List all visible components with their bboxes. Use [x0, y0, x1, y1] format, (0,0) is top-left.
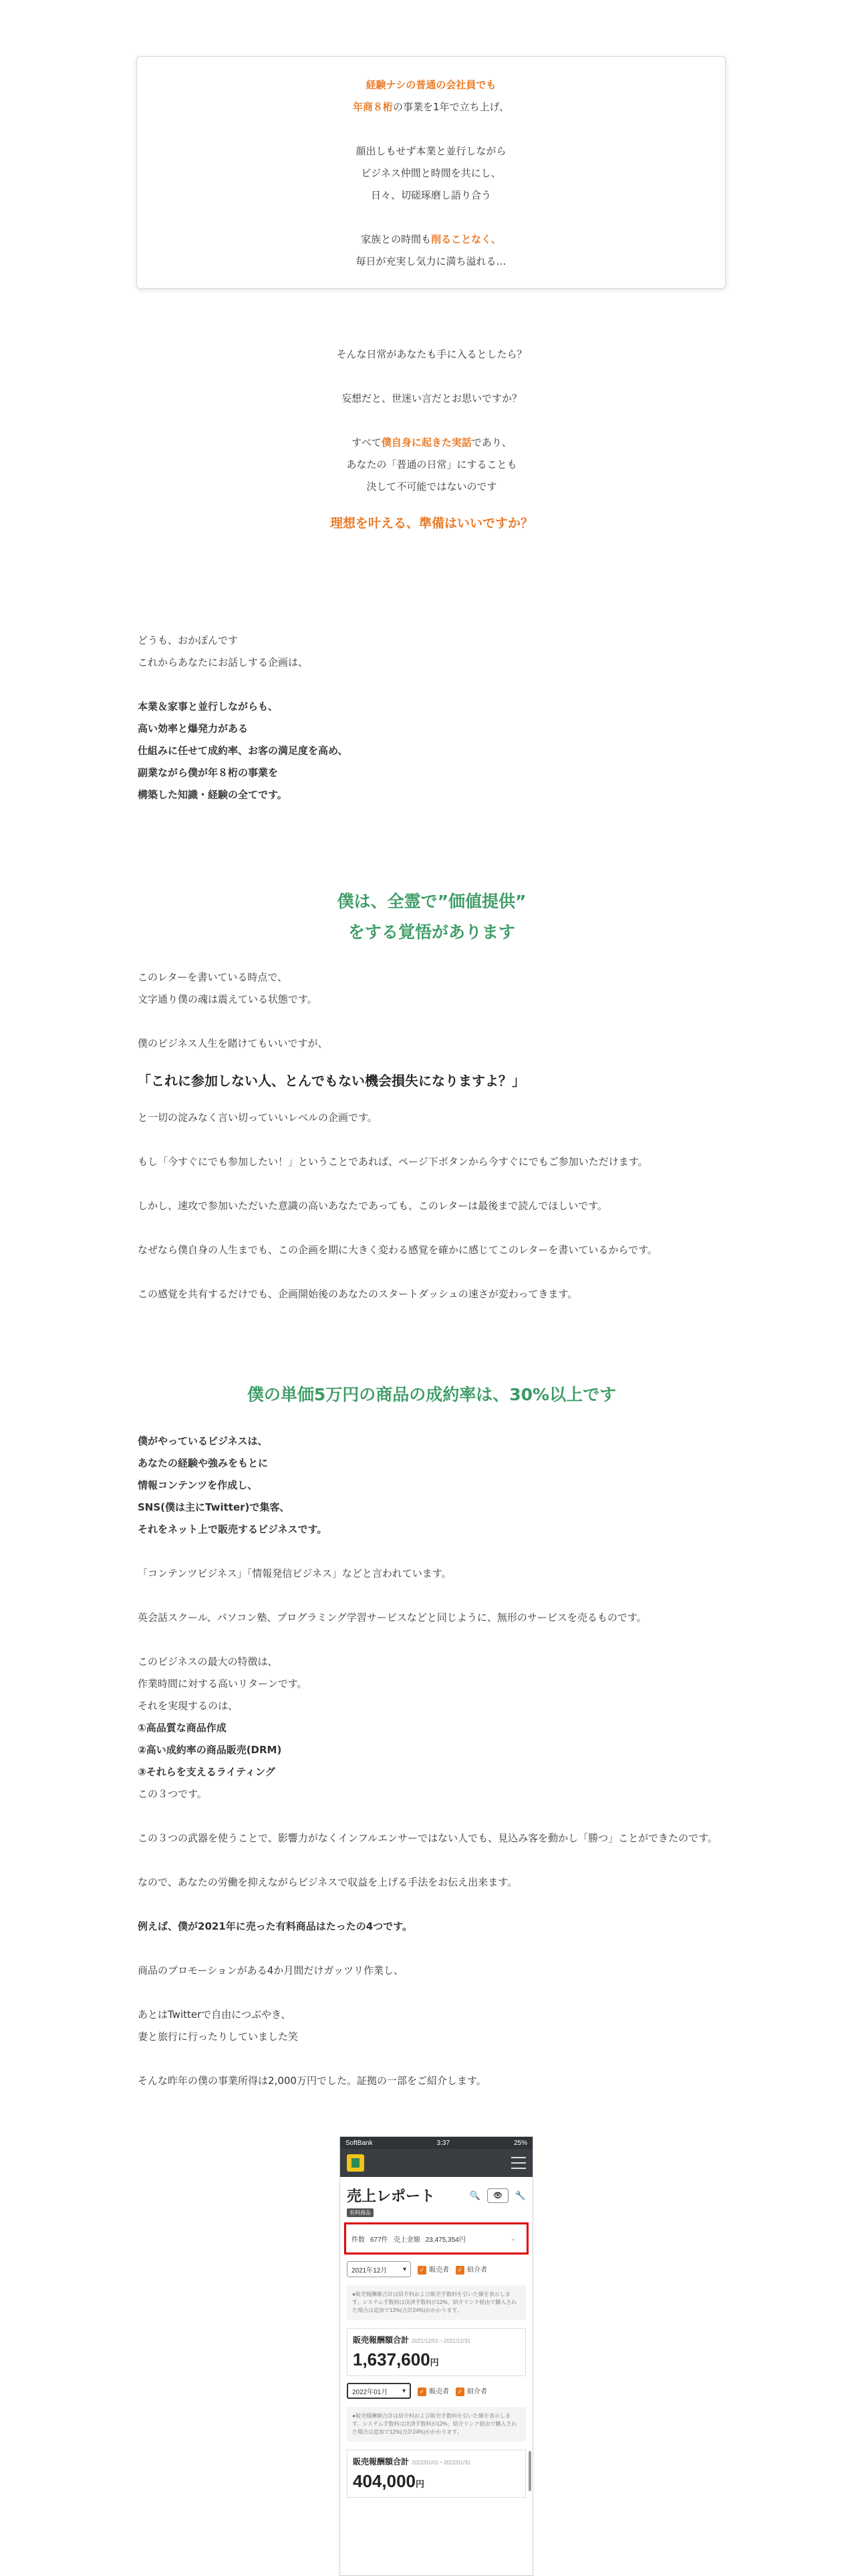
- paragraph: 「コンテンツビジネス」「情報発信ビジネス」などと言われています。: [138, 1567, 452, 1579]
- paragraph: この感覚を共有するだけでも、企画開始後のあなたのスタートダッシュの速さが変わってきます。: [138, 1288, 578, 1300]
- section2-body: [138, 1430, 726, 2092]
- bold-line: 情報コンテンツを作成し、: [138, 1479, 258, 1491]
- question-line: すべて僕自身に起きた実話であり、: [351, 436, 512, 448]
- month-select[interactable]: 2022年01月 ▾: [347, 2383, 411, 2399]
- seller-checkbox[interactable]: ✓ 販売者: [418, 2386, 449, 2396]
- greeting-line: どうも、おかぽんです: [138, 634, 239, 646]
- sales-label: 売上金額: [393, 2236, 420, 2244]
- caret-down-icon: ▾: [402, 2387, 406, 2395]
- referrer-checkbox[interactable]: ✓ 紹介者: [456, 2264, 487, 2275]
- greeting-line: これからあなたにお話しする企画は、: [138, 656, 309, 668]
- question-block: [138, 344, 726, 535]
- fee-note: ●販売報酬額合計は紹介料および販売手数料を引いた額を表示します。システム手数料は決済手数料が12%、紹介リンク経由で購入された場合は追加で12%(合計24%)がかかります。: [347, 2285, 526, 2320]
- intro-line: 顔出しもせず本業と並行しながら: [355, 145, 507, 157]
- intro-line: 経験ナシの普通の会社員でも: [366, 79, 496, 91]
- question-line: 決して不可能ではないのです: [366, 481, 497, 493]
- caret-down-icon: ▾: [402, 2265, 406, 2273]
- paragraph: それを実現するのは、: [138, 1700, 239, 1712]
- paragraph: なので、あなたの労働を抑えながらビジネスで収益を上げる手法をお伝え出来ます。: [138, 1876, 518, 1888]
- paragraph: と一切の淀みなく言い切っていいレベルの企画です。: [138, 1112, 378, 1124]
- paragraph: 例えば、僕が2021年に売った有料商品はたったの4つです。: [138, 1920, 412, 1932]
- paragraph: しかし、速攻で参加いただいた意識の高いあなたであっても、このレターは最後まで読んでほしいです。: [138, 1200, 608, 1212]
- clock-label: 3:37: [436, 2139, 450, 2147]
- sales-summary-highlight[interactable]: [344, 2222, 529, 2255]
- app-logo-icon: [347, 2154, 364, 2172]
- paragraph: 商品のプロモーションがある4か月間だけガッツリ作業し、: [138, 1964, 404, 1976]
- month-select[interactable]: 2021年12月 ▾: [347, 2261, 411, 2277]
- paragraph: なぜなら僕自身の人生までも、この企画を期に大きく変わる感覚を確かに感じてこのレターを書いているからです。: [138, 1244, 658, 1256]
- referrer-checkbox[interactable]: ✓ 紹介者: [456, 2386, 487, 2396]
- paragraph: このレターを書いている時点で、: [138, 971, 288, 983]
- paragraph: 文字通り僕の魂は震えている状態です。: [138, 993, 317, 1005]
- bold-line: それをネット上で販売するビジネスです。: [138, 1523, 327, 1535]
- intro-line: 毎日が充実し気力に満ち溢れる…: [355, 255, 507, 267]
- report-title-row: [340, 2177, 533, 2206]
- report-title: 売上レポート: [347, 2188, 436, 2204]
- greeting-bold-line: 構築した知識・経験の全てです。: [138, 789, 287, 801]
- wrench-icon[interactable]: 🔧: [515, 2190, 526, 2200]
- intro-line: 日々、切磋琢磨し語り合う: [370, 189, 491, 201]
- intro-line: 年商８桁の事業を1年で立ち上げ、: [353, 101, 509, 113]
- greeting-bold-line: 高い効率と爆発力がある: [138, 723, 249, 735]
- fee-note: ●販売報酬額合計は紹介料および販売手数料を引いた額を表示します。システム手数料は決済手数料が12%、紹介リンク経由で購入された場合は追加で12%(合計24%)がかかります。: [347, 2407, 526, 2442]
- total-card: 販売報酬額合計 2022/01/01〜2022/01/31 404,000円: [347, 2450, 526, 2498]
- paragraph: あとはTwitterで自由につぶやき、: [138, 2009, 291, 2021]
- paragraph: そんな昨年の僕の事業所得は2,000万円でした。証拠の一部をご紹介します。: [138, 2075, 486, 2087]
- paragraph: もし「今すぐにでも参加したい！」ということであれば、ページ下ボタンから今すぐにでもご参加いただけます。: [138, 1156, 648, 1168]
- paid-product-tag: 有料商品: [347, 2208, 374, 2217]
- sales-value: 23,475,354円: [425, 2236, 466, 2244]
- hamburger-menu-icon[interactable]: [511, 2157, 526, 2169]
- chevron-down-icon: ⌄: [510, 2234, 516, 2242]
- month-section: [347, 2383, 526, 2498]
- list-item: ①高品質な商品作成: [138, 1722, 227, 1734]
- paragraph: このビジネスの最大の特徴は、: [138, 1656, 278, 1668]
- sales-report-screenshot: [339, 2136, 533, 2576]
- greeting-block: [138, 630, 726, 806]
- scrollbar[interactable]: [529, 2451, 531, 2491]
- intro-box: [136, 56, 726, 289]
- seller-checkbox[interactable]: ✓ 販売者: [418, 2264, 449, 2275]
- battery-label: 25%: [513, 2139, 527, 2147]
- question-line: 妄想だと、世迷い言だとお思いですか？: [341, 392, 522, 404]
- paragraph: 僕のビジネス人生を賭けてもいいですが、: [138, 1037, 328, 1049]
- app-navbar: [340, 2149, 533, 2177]
- bold-line: 僕がやっているビジネスは、: [138, 1435, 268, 1447]
- count-label: 件数: [351, 2236, 365, 2244]
- paragraph: この３つの武器を使うことで、影響力がなくインフルエンサーではない人でも、見込み客を動かし「勝つ」ことができたのです。: [138, 1832, 718, 1844]
- intro-line: ビジネス仲間と時間を共にし、: [361, 167, 501, 179]
- paragraph: 妻と旅行に行ったりしていました笑: [138, 2031, 299, 2043]
- search-icon[interactable]: 🔍: [469, 2190, 480, 2200]
- section1-body: [138, 967, 726, 1305]
- paragraph: 英会話スクール、パソコン塾、プログラミング学習サービスなどと同じように、無形のサービスを売るものです。: [138, 1612, 647, 1624]
- section2-heading: 僕の単価5万円の商品の成約率は、30%以上です: [247, 1385, 617, 1404]
- greeting-bold-line: 副業ながら僕が年８桁の事業を: [138, 767, 279, 779]
- paragraph: 作業時間に対する高いリターンです。: [138, 1678, 307, 1690]
- total-amount: 404,000: [353, 2471, 416, 2491]
- total-card: 販売報酬額合計 2021/12/01〜2021/12/31 1,637,600円: [347, 2328, 526, 2376]
- carrier-label: SoftBank: [345, 2139, 373, 2147]
- question-line: そんな日常があなたも手に入るとしたら？: [336, 348, 527, 360]
- total-amount: 1,637,600: [353, 2349, 430, 2369]
- bold-line: SNS(僕は主にTwitter)で集客、: [138, 1501, 290, 1513]
- count-value: 677件: [370, 2236, 388, 2244]
- question-line: あなたの「普通の日常」にすることも: [346, 459, 517, 471]
- cta-heading: 理想を叶える、準備はいいですか？: [329, 516, 533, 531]
- section1-heading: 僕は、全霊で”価値提供” をする覚悟があります: [337, 892, 527, 942]
- status-bar: [340, 2137, 533, 2149]
- intro-line: 家族との時間も削ることなく、: [361, 233, 501, 245]
- greeting-bold-line: 仕組みに任せて成約率、お客の満足度を高め、: [138, 745, 348, 757]
- eye-icon[interactable]: 👁: [487, 2188, 509, 2203]
- month-section: [347, 2261, 526, 2376]
- list-item: ②高い成約率の商品販売(DRM): [138, 1744, 282, 1756]
- greeting-bold-line: 本業＆家事と並行しながらも、: [138, 700, 279, 713]
- bold-line: あなたの経験や強みをもとに: [138, 1457, 269, 1469]
- list-item: ③それらを支えるライティング: [138, 1766, 275, 1778]
- quote: 「これに参加しない人、とんでもない機会損失になりますよ？」: [138, 1073, 525, 1089]
- paragraph: この３つです。: [138, 1788, 207, 1800]
